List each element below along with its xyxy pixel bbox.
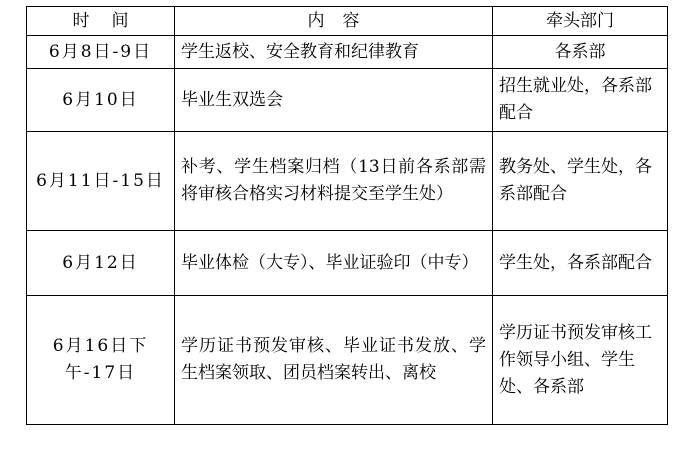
header-time: 时间 [27,7,175,36]
row-lead-department: 各系部 [493,36,668,69]
row-content: 毕业生双选会 [175,69,493,132]
table-row [27,69,668,132]
row-lead-department: 招生就业处，各系部配合 [493,69,668,132]
row-lead-department: 学历证书预发审核工作领导小组、学生处、各系部 [493,296,668,425]
row-content: 毕业体检（大专）、毕业证验印（中专） [175,231,493,296]
table-header-row [27,7,668,36]
table-row [27,132,668,231]
row-time: 6月11日-15日 [27,132,175,231]
row-time: 6月12日 [27,231,175,296]
row-time: 6月16日下午-17日 [27,296,175,425]
header-lead-department: 牵头部门 [493,7,668,36]
row-content: 学历证书预发审核、毕业证书发放、学生档案领取、团员档案转出、离校 [175,296,493,425]
table-row [27,231,668,296]
row-content: 补考、学生档案归档（13日前各系部需将审核合格实习材料提交至学生处） [175,132,493,231]
row-lead-department: 学生处，各系部配合 [493,231,668,296]
header-content: 内容 [175,7,493,36]
table-row [27,296,668,425]
row-content: 学生返校、安全教育和纪律教育 [175,36,493,69]
table-row [27,36,668,69]
row-lead-department: 教务处、学生处，各系部配合 [493,132,668,231]
schedule-table [26,6,668,425]
row-time: 6月8日-9日 [27,36,175,69]
row-time: 6月10日 [27,69,175,132]
